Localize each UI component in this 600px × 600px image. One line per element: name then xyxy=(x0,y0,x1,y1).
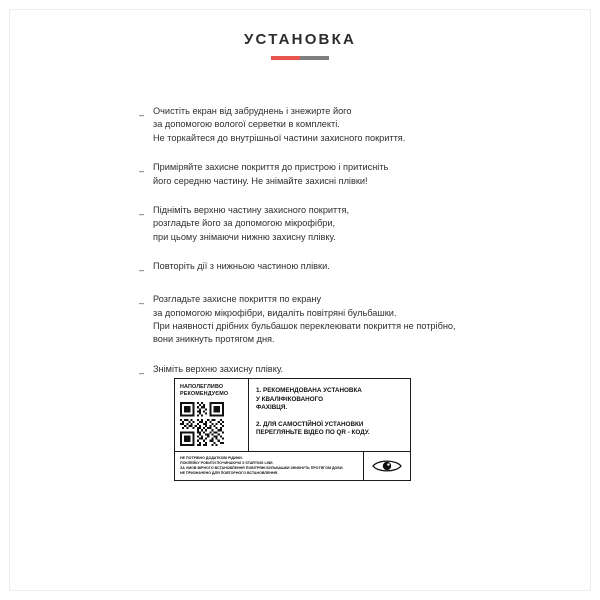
step-line: Розгладьте захисне покриття по екрану xyxy=(153,294,322,305)
fine-print-line: ЗА УМОВ ВІРНОГО ВСТАНОВЛЕННЯ ПОВІТРЯНІ БУЛЬБАШКИ ЗНИКНУТЬ ПРОТЯГОМ ДОБИ. xyxy=(180,466,344,471)
sticker-qr-panel xyxy=(175,379,249,451)
sticker-item-1-line3: ФАХІВЦЯ. xyxy=(256,404,288,412)
qr-code-icon[interactable] xyxy=(180,402,224,446)
step-line: Повторіть дії з нижньою частиною плівки. xyxy=(153,261,330,272)
sticker-heading-line2: РЕКОМЕНДУЄМО xyxy=(180,391,229,397)
fine-print-line: ПОКЛЕЙКУ РОБИТИ ПОЧИНАЮЧИ З STARTING LINE. xyxy=(180,461,274,466)
sticker-top-section xyxy=(175,379,410,452)
sticker-item-2-line1: 2. ДЛЯ САМОСТІЙНОЇ УСТАНОВКИ xyxy=(256,420,364,428)
divider-segment-gray xyxy=(300,56,329,60)
sticker-fine-print xyxy=(175,452,364,480)
fine-print-line: НЕ ПРИЗНАЧЕНО ДЛЯ ПОВТОРНОГО ВСТАНОВЛЕННЯ. xyxy=(180,471,279,476)
instruction-step xyxy=(139,293,539,347)
step-line: розгладьте його за допомогою мікрофібри, xyxy=(153,218,336,229)
instruction-step xyxy=(139,105,539,145)
step-bullet: – xyxy=(139,110,145,120)
sticker-item-1 xyxy=(256,387,404,413)
step-line: його середню частину. Не знімайте захисні плівки! xyxy=(153,175,368,186)
step-line: вони зникнуть протягом дня. xyxy=(153,334,275,345)
title-divider xyxy=(271,56,329,60)
step-text xyxy=(153,204,539,244)
sticker-heading-line1: НАПОЛЕГЛИВО xyxy=(180,384,224,390)
step-bullet: – xyxy=(139,265,145,276)
step-bullet: – xyxy=(139,298,145,309)
step-line: Підніміть верхню частину захисного покриття, xyxy=(153,205,350,216)
step-bullet: – xyxy=(139,367,145,378)
step-line: Приміряйте захисне покриття до пристрою і притисніть xyxy=(153,162,389,173)
step-text xyxy=(153,105,539,145)
step-text xyxy=(153,260,539,273)
sticker-item-2-line2: ПЕРЕГЛЯНЬТЕ ВІДЕО ПО QR - КОДУ. xyxy=(256,429,370,437)
step-line: При наявності дрібних бульбашок переклеювати покриття не потрібно, xyxy=(153,321,456,332)
step-line: при цьому знімаючи нижню захисну плівку. xyxy=(153,231,336,242)
step-line: за допомогою вологої серветки в комплекті. xyxy=(153,119,340,130)
sticker-bottom-section xyxy=(175,452,410,480)
sticker-item-1-line1: 1. РЕКОМЕНДОВАНА УСТАНОВКА xyxy=(256,387,362,394)
step-bullet: – xyxy=(139,166,145,177)
step-text xyxy=(153,161,539,188)
step-line: Очистіть екран від забруднень і знежирте його xyxy=(153,106,352,116)
sticker-item-1-line2: У КВАЛІФІКОВАНОГО xyxy=(256,395,324,403)
recommendation-sticker xyxy=(174,378,411,481)
page-title: УСТАНОВКА xyxy=(244,31,356,48)
step-line: за допомогою мікрофібри, видаліть повітряні бульбашки. xyxy=(153,307,397,318)
divider-segment-red xyxy=(271,56,300,60)
instruction-step xyxy=(139,204,539,244)
eye-icon-cell xyxy=(364,452,410,480)
sticker-item-2 xyxy=(256,421,404,438)
step-text xyxy=(153,293,539,347)
fine-print-line: НЕ ПОТРІБНО ДОДАТКОВІ РІДИНИ. xyxy=(180,456,243,460)
step-bullet: – xyxy=(139,209,145,220)
instruction-steps xyxy=(139,105,539,396)
step-line: Зніміть верхню захисну плівку. xyxy=(153,363,284,374)
instruction-step xyxy=(139,161,539,188)
step-line: Не торкайтеся до внутрішньої частини захисного покриття. xyxy=(153,132,406,143)
instruction-step xyxy=(139,260,539,277)
eye-icon xyxy=(372,458,402,474)
step-text xyxy=(153,363,539,376)
sticker-instructions xyxy=(249,379,410,451)
